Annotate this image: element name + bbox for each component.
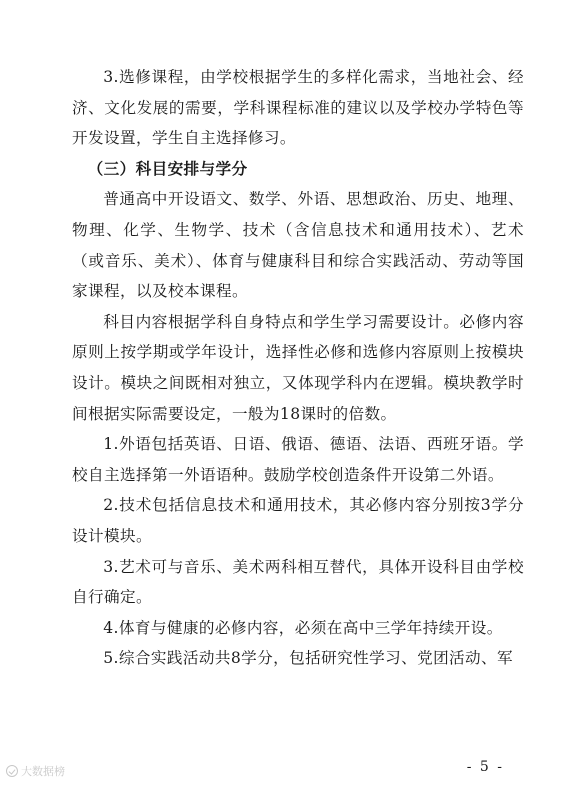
paragraph-elective-courses: 3.选修课程，由学校根据学生的多样化需求，当地社会、经济、文化发展的需要，学科课程标准的建议以及学校办学特色等开发设置，学生自主选择修习。 [72, 68, 524, 148]
paragraph-technology: 2.技术包括信息技术和通用技术，其必修内容分别按3学分设计模块。 [72, 496, 524, 545]
watermark-text: 大数据榜 [21, 765, 65, 778]
paragraph-subject-list: 普通高中开设语文、数学、外语、思想政治、历史、地理、物理、化学、生物学、技术（含信息技术和通用技术）、艺术（或音乐、美术）、体育与健康科目和综合实践活动、劳动等国家课程，以及校本课程。 [72, 190, 524, 301]
paragraph-physical-education: 4.体育与健康的必修内容，必须在高中三学年持续开设。 [103, 618, 503, 637]
paragraph-content-design: 科目内容根据学科自身特点和学生学习需要设计。必修内容原则上按学期或学年设计，选择性必修和选修内容原则上按模块设计。模块之间既相对独立，又体现学科内在逻辑。模块教学时间根据实际需要设定，一般为18课时的倍数。 [72, 312, 524, 423]
page-number: - 5 - [466, 759, 504, 775]
watermark-logo-icon [6, 765, 18, 777]
paragraph-practical-activities: 5.综合实践活动共8学分，包括研究性学习、党团活动、军 [103, 649, 514, 668]
watermark [6, 763, 65, 779]
paragraph-arts: 3.艺术可与音乐、美术两科相互替代，具体开设科目由学校自行确定。 [72, 557, 524, 607]
paragraph-foreign-language: 1.外语包括英语、日语、俄语、德语、法语、西班牙语。学校自主选择第一外语语种。鼓励学校创造条件开设第二外语。 [72, 435, 524, 484]
section-heading-subjects-credits: （三）科目安排与学分 [87, 158, 248, 178]
document-body [72, 62, 524, 674]
